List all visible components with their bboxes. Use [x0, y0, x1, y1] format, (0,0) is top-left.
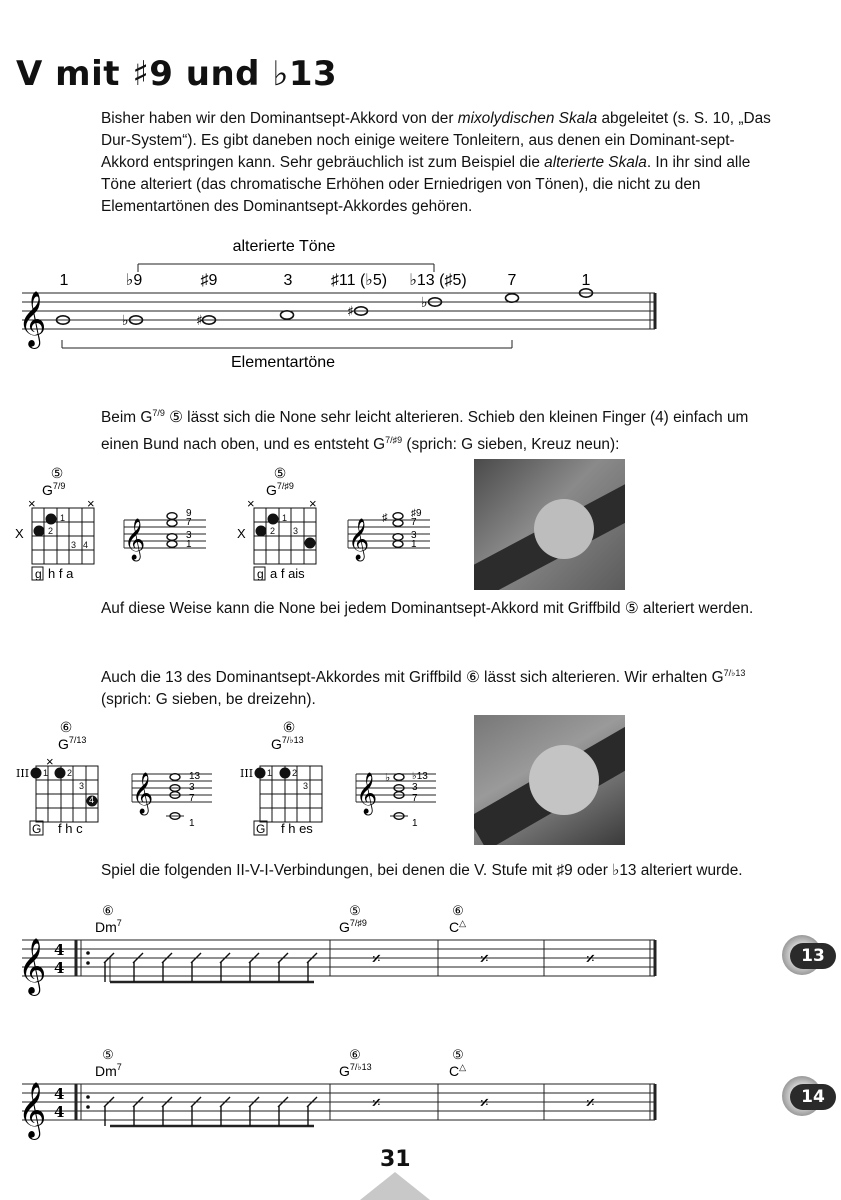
chord-superscript: 7/♯9 [276, 481, 294, 491]
chord-name: Dm [95, 1063, 117, 1079]
finger-dot [46, 514, 57, 525]
svg-text:3: 3 [293, 526, 299, 536]
svg-text:𝄎: 𝄎 [586, 949, 595, 970]
paragraph-none-alteration [101, 402, 781, 456]
degree-label: 1 [59, 272, 69, 289]
interval-label: 1 [189, 818, 195, 829]
sharp-icon: ♯ [196, 313, 203, 329]
svg-text:4: 4 [54, 1103, 65, 1121]
svg-text:2: 2 [292, 768, 298, 778]
shape-number-circle: ⑤ [50, 465, 64, 481]
flat-icon: ♭ [421, 295, 428, 311]
progression-staff-2 [22, 1084, 655, 1126]
muted-string-icon: × [46, 754, 54, 769]
shape-number-circle: ⑥ [102, 903, 114, 918]
scale-notes [57, 289, 593, 324]
svg-text:1: 1 [60, 513, 66, 523]
svg-text:𝄎: 𝄎 [586, 1093, 595, 1114]
svg-text:2: 2 [270, 526, 276, 536]
svg-text:G7/♯9 [266, 481, 294, 498]
chord-name: C [449, 919, 460, 935]
svg-text:4: 4 [306, 537, 312, 547]
svg-text:4: 4 [89, 795, 95, 805]
svg-text:𝄎: 𝄎 [480, 1093, 489, 1114]
svg-text:G7/♭13 [339, 1062, 372, 1079]
finger-dot [31, 768, 42, 779]
root-note: G [256, 822, 266, 836]
progression-staff-1 [22, 940, 655, 982]
treble-clef-icon: 𝄞 [18, 291, 47, 347]
svg-text:G7/13 [58, 735, 86, 752]
para4-text-2: (sprich: G sieben, be dreizehn). [101, 691, 316, 709]
interval-label: 9 [186, 508, 192, 519]
finger-dot [55, 768, 66, 779]
shape-number-circle: ⑤ [102, 1047, 114, 1062]
photo-hand-fretboard [474, 715, 625, 845]
whole-note [281, 311, 294, 319]
flat-icon: ♭ [122, 313, 129, 329]
treble-clef-icon: 𝄞 [348, 519, 370, 560]
treble-clef-icon: 𝄞 [18, 938, 47, 994]
chord-superscript: 7/♭13 [281, 735, 304, 745]
svg-text:4: 4 [54, 1085, 65, 1103]
time-signature [54, 941, 64, 1121]
paragraph-progressions: Spiel die folgenden II-V-I-Verbindungen, bei denen die V. Stufe mit ♯9 oder ♭13 alteriert wurde. [101, 862, 743, 879]
interval-label: 7 [189, 793, 195, 804]
para2-text-3: (sprich: G sieben, Kreuz neun): [402, 436, 620, 454]
page-turn-triangle [360, 1172, 430, 1200]
intro-term-altered: alterierte Skala [544, 154, 647, 171]
track-number: 13 [790, 943, 836, 969]
para4-text-1: Auch die 13 des Dominantsept-Akkordes mit Griffbild ⑥ lässt sich alterieren. Wir erhalten G [101, 669, 724, 687]
finger-dot [255, 768, 266, 779]
interval-label: 1 [412, 818, 418, 829]
interval-label: 1 [186, 539, 192, 550]
interval-label: 7 [412, 793, 418, 804]
paragraph-none-any-chord: Auf diese Weise kann die None bei jedem Dominantsept-Akkord mit Griffbild ⑤ alteriert werden. [101, 600, 754, 617]
interval-label: 1 [411, 539, 417, 550]
intro-text-1: Bisher haben wir den Dominantsept-Akkord von der [101, 110, 458, 127]
root-note: G [32, 822, 42, 836]
para4-superscript: 7/♭13 [723, 668, 746, 678]
svg-text:3: 3 [79, 781, 85, 791]
chord-superscript: 7/13 [68, 735, 87, 745]
finger-dot [268, 514, 279, 525]
chord-superscript: 7 [116, 1062, 122, 1072]
chord-name: G [271, 736, 282, 752]
shape-number-circle: ⑥ [59, 719, 73, 735]
bracket-label-elementary: Elementartöne [230, 354, 336, 371]
svg-text:G7/9 [42, 481, 65, 498]
svg-text:4: 4 [54, 941, 65, 959]
muted-string-icon: × [28, 496, 36, 511]
finger-dot [34, 526, 45, 537]
interval-label: 3 [412, 782, 418, 793]
svg-text:1: 1 [282, 513, 288, 523]
degree-label: ♯11 (♭5) [330, 272, 388, 289]
chord-superscript: 7 [116, 918, 122, 928]
chord-superscript: 7/♭13 [349, 1062, 372, 1072]
para2-superscript-1: 7/9 [152, 408, 165, 418]
interval-label: 3 [411, 530, 417, 541]
treble-clef-icon: 𝄞 [124, 519, 146, 560]
interval-label: 3 [186, 530, 192, 541]
svg-text:G7/♯9 [339, 918, 367, 935]
audio-track-badge[interactable] [782, 1076, 836, 1116]
svg-text:1: 1 [43, 768, 49, 778]
shape-number-circle: ⑥ [452, 903, 464, 918]
svg-text:Dm7 [95, 1062, 122, 1079]
sharp-icon: ♯ [347, 304, 354, 320]
svg-text:4: 4 [83, 540, 89, 550]
shape-number-circle: ⑥ [282, 719, 296, 735]
chord-superscript: 7/♯9 [349, 918, 367, 928]
intro-term-mixolydian: mixolydischen Skala [457, 110, 598, 127]
fret-position: III [16, 767, 30, 780]
svg-text:4: 4 [54, 959, 65, 977]
chord-superscript: △ [459, 918, 467, 928]
para2-superscript-2: 7/♯9 [385, 435, 403, 446]
audio-track-badge[interactable] [782, 935, 836, 975]
muted-string-icon: X [237, 526, 246, 541]
intro-text-3: . In ihr sind alle Töne alteriert (das chromatische Erhöhen oder Erniedrigen von Tönen), die nicht zu den Elementartönen des Dominantsept-Akkordes gehören. [101, 154, 751, 215]
photo-hand-fretboard [474, 459, 625, 590]
whole-note [506, 294, 519, 302]
chord-name: G [266, 482, 277, 498]
interval-label: 7 [411, 517, 417, 528]
interval-label: 3 [189, 782, 195, 793]
svg-text:𝄎: 𝄎 [480, 949, 489, 970]
muted-string-icon: X [15, 526, 24, 541]
svg-text:3: 3 [71, 540, 77, 550]
shape-number-circle: ⑥ [349, 1047, 361, 1062]
treble-clef-icon: 𝄞 [18, 1082, 47, 1138]
svg-text:1: 1 [267, 768, 273, 778]
svg-text:3: 3 [303, 781, 309, 791]
degree-label: ♭13 (♯5) [409, 272, 467, 289]
sharp-icon: ♯ [382, 512, 388, 524]
measure-repeat-icon [372, 949, 595, 1114]
chord-note-names: h f a [48, 566, 74, 581]
scale-degree-labels [60, 272, 591, 289]
muted-string-icon: × [247, 496, 255, 511]
svg-text:2: 2 [48, 526, 54, 536]
svg-text:𝄎: 𝄎 [372, 1093, 381, 1114]
shape-number-circle: ⑤ [452, 1047, 464, 1062]
svg-text:C△ [449, 918, 466, 935]
interval-label: ♭13 [412, 771, 428, 782]
root-note: g [257, 567, 264, 581]
muted-string-icon: × [309, 496, 317, 511]
bracket-label-altered: alterierte Töne [232, 238, 336, 255]
chord-note-names: f h es [281, 821, 313, 836]
chord-note-names: a f ais [270, 566, 305, 581]
shape-number-circle: ⑤ [273, 465, 287, 481]
svg-text:2: 2 [67, 768, 73, 778]
track-number: 14 [790, 1084, 836, 1110]
shape-number-circle: ⑤ [349, 903, 361, 918]
chord-note-names: f h c [58, 821, 83, 836]
fret-position: III [240, 767, 254, 780]
svg-text:𝄎: 𝄎 [372, 949, 381, 970]
page-title: V mit ♯9 und ♭13 [16, 54, 338, 94]
chord-name: G [58, 736, 69, 752]
paragraph-thirteen-alteration [101, 662, 781, 711]
finger-dot [256, 526, 267, 537]
root-note: g [35, 567, 42, 581]
treble-clef-icon: 𝄞 [132, 773, 154, 814]
intro-text-2: abgeleitet (s. S. 10, „Das Dur-System“). Es gibt daneben noch einige weitere Tonleitern, aus denen ein Dominant-sept-Akkord entspringen kann. Sehr gebräuchlich ist zum Beispiel die [101, 110, 771, 171]
para2-text-1: Beim G [101, 409, 153, 427]
chord-name: G [339, 1063, 350, 1079]
degree-label: ♭9 [125, 272, 143, 289]
degree-label: ♯9 [200, 272, 218, 289]
svg-text:G7/♭13 [271, 735, 304, 752]
treble-clef-icon: 𝄞 [356, 773, 378, 814]
degree-label: 1 [581, 272, 591, 289]
muted-string-icon: × [87, 496, 95, 511]
page-number: 31 [380, 1147, 411, 1172]
chord-superscript: △ [459, 1062, 467, 1072]
interval-label: ♯9 [411, 508, 422, 519]
chord-name: G [339, 919, 350, 935]
flat-icon: ♭ [385, 772, 391, 784]
interval-label: 13 [189, 771, 201, 782]
degree-label: 7 [507, 272, 517, 289]
chord-name: Dm [95, 919, 117, 935]
chord-name: C [449, 1063, 460, 1079]
chord-superscript: 7/9 [52, 481, 66, 491]
para2-text-2: ⑤ lässt sich die None sehr leicht alterieren. Schieb den kleinen Finger (4) einfach um einen Bund nach oben, und es entsteht G [101, 409, 749, 454]
svg-text:Dm7 [95, 918, 122, 935]
degree-label: 3 [283, 272, 293, 289]
svg-text:C△ [449, 1062, 466, 1079]
interval-label: 7 [186, 517, 192, 528]
chord-name: G [42, 482, 53, 498]
finger-dot [280, 768, 291, 779]
